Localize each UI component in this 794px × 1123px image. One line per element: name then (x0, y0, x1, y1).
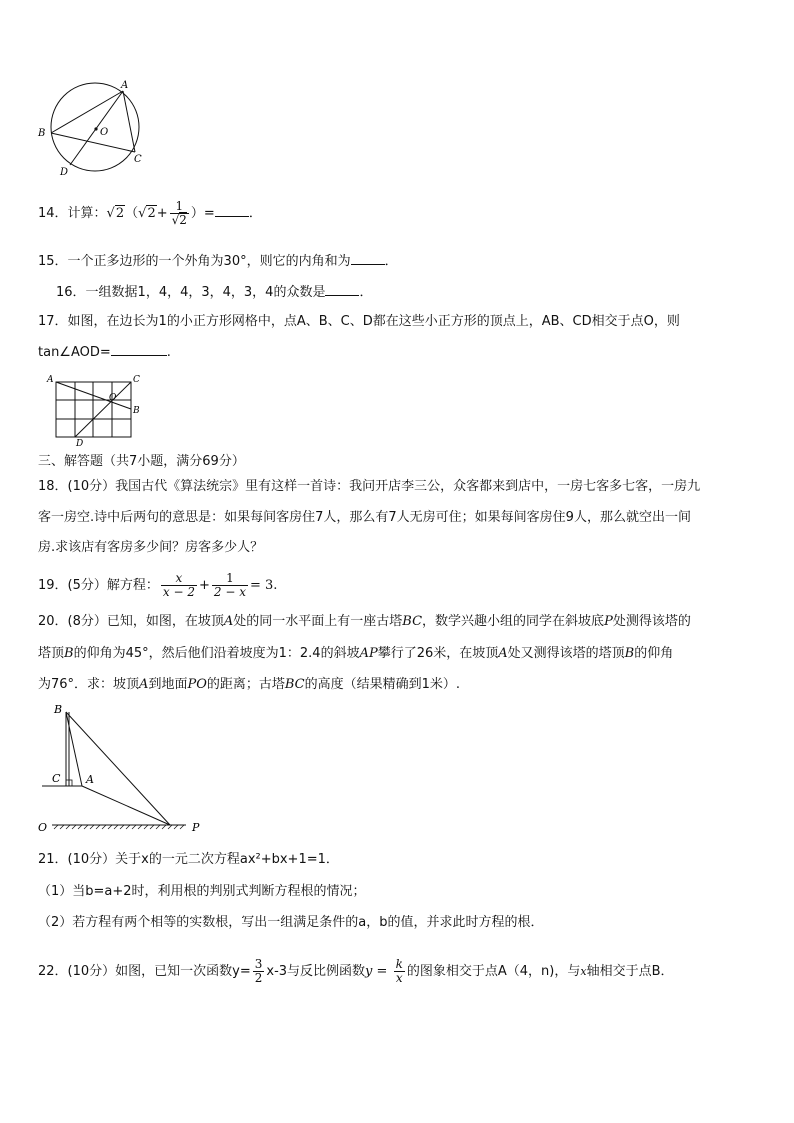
segment-bc (51, 133, 135, 152)
label-o: O (38, 821, 48, 834)
grid-figure (40, 372, 152, 448)
label-c: C (133, 375, 140, 385)
slope-ap (82, 786, 170, 825)
question-20-line3: 为76°．求：坡顶A到地面PO的距离；古塔BC的高度（结果精确到1米）. (38, 677, 461, 692)
segment-cd (75, 382, 131, 437)
line-bp (66, 712, 170, 825)
label-a: A (86, 773, 94, 786)
question-18-line2: 客一房空.诗中后两句的意思是：如果每间客房住7人，那么有7人无房可住；如果每间客房住9人，那么就空出一间 (38, 510, 691, 525)
question-17-line1: 17．如图，在边长为1的小正方形网格中，点A、B、C、D都在这些小正方形的顶点上，AB、CD相交于点O，则 (38, 314, 680, 329)
circle-figure (30, 75, 160, 180)
answer-blank[interactable] (111, 341, 167, 356)
answer-blank[interactable] (325, 281, 359, 296)
label-b: B (54, 703, 63, 716)
question-21-line3: （2）若方程有两个相等的实数根，写出一组满足条件的a，b的值，并求此时方程的根． (38, 915, 544, 930)
answer-blank[interactable] (351, 250, 385, 265)
label-b: B (38, 128, 46, 139)
label-a: A (121, 80, 129, 91)
label-d: D (76, 439, 84, 448)
label-o: O (109, 393, 117, 403)
sqrt-2: √2 (106, 206, 125, 221)
question-19: 19．(5分）解方程： $\frac{x}{x - 2}$ + $\frac{1}{2 - x}$ = 3. (38, 571, 278, 599)
question-16: 16．一组数据1，4，4，3，4，3，4的众数是 ． (56, 281, 372, 303)
question-21-line1: 21．(10分）关于x的一元二次方程ax²+bx+1=1． (38, 852, 339, 867)
fraction-3-over-2: $\frac{3}{2}$ (254, 957, 263, 985)
tower-slope-figure (36, 700, 216, 840)
ground-hatch (54, 825, 184, 829)
question-14: 14．计算：√2（√2+ $\frac{1}{√2}$ ）= ． (38, 199, 262, 227)
question-22: 22．(10分）如图，已知一次函数y= $\frac{3}{2}$ x-3与反比例函数y = $\frac{k}{x}$ 的图象相交于点A（4，n)，与x轴相交于点B． (38, 957, 674, 985)
label-b: B (133, 406, 140, 416)
label-d: D (60, 167, 69, 178)
label-c: C (52, 772, 61, 785)
question-17-line2: tan∠AOD= . (38, 341, 171, 363)
fraction-1-over-2-minus-x: $\frac{1}{2 - x}$ (213, 571, 246, 599)
fraction-k-over-x: $\frac{k}{x}$ (395, 957, 403, 985)
label-a: A (47, 375, 54, 385)
question-15: 15．一个正多边形的一个外角为30°，则它的内角和为 ． (38, 250, 398, 272)
label-c: C (134, 154, 142, 165)
answer-blank[interactable] (215, 202, 249, 217)
section-3-title: 三、解答题（共7小题，满分69分） (38, 454, 245, 469)
fraction-1-over-sqrt2: $\frac{1}{√2}$ (171, 199, 187, 227)
question-21-line2: （1）当b=a+2时，利用根的判别式判断方程根的情况； (38, 884, 366, 899)
segment-ac (123, 91, 135, 152)
segment-ab (51, 91, 123, 133)
question-18-line3: 房.求该店有客房多少间？房客多少人？ (38, 540, 264, 555)
sqrt-2-b: √2 (138, 206, 156, 221)
question-20-line2: 塔顶B的仰角为45°，然后他们沿着坡度为1：2.4的斜坡AP攀行了26米，在坡顶A处又测得该塔的塔顶B的仰角 (38, 646, 674, 661)
question-20-line1: 20．(8分）已知，如图，在坡顶A处的同一水平面上有一座古塔BC，数学兴趣小组的同学在斜坡底P处测得该塔的 (38, 614, 691, 629)
center-point (94, 127, 97, 130)
question-18-line1: 18．(10分）我国古代《算法统宗》里有这样一首诗：我问开店李三公，众客都来到店中，一房七客多七客，一房九 (38, 479, 701, 494)
label-o: O (100, 127, 109, 138)
circle (51, 83, 139, 171)
fraction-x-over-x-minus-2: $\frac{x}{x - 2}$ (162, 571, 195, 599)
label-p: P (192, 821, 200, 834)
line-ba (66, 712, 82, 786)
